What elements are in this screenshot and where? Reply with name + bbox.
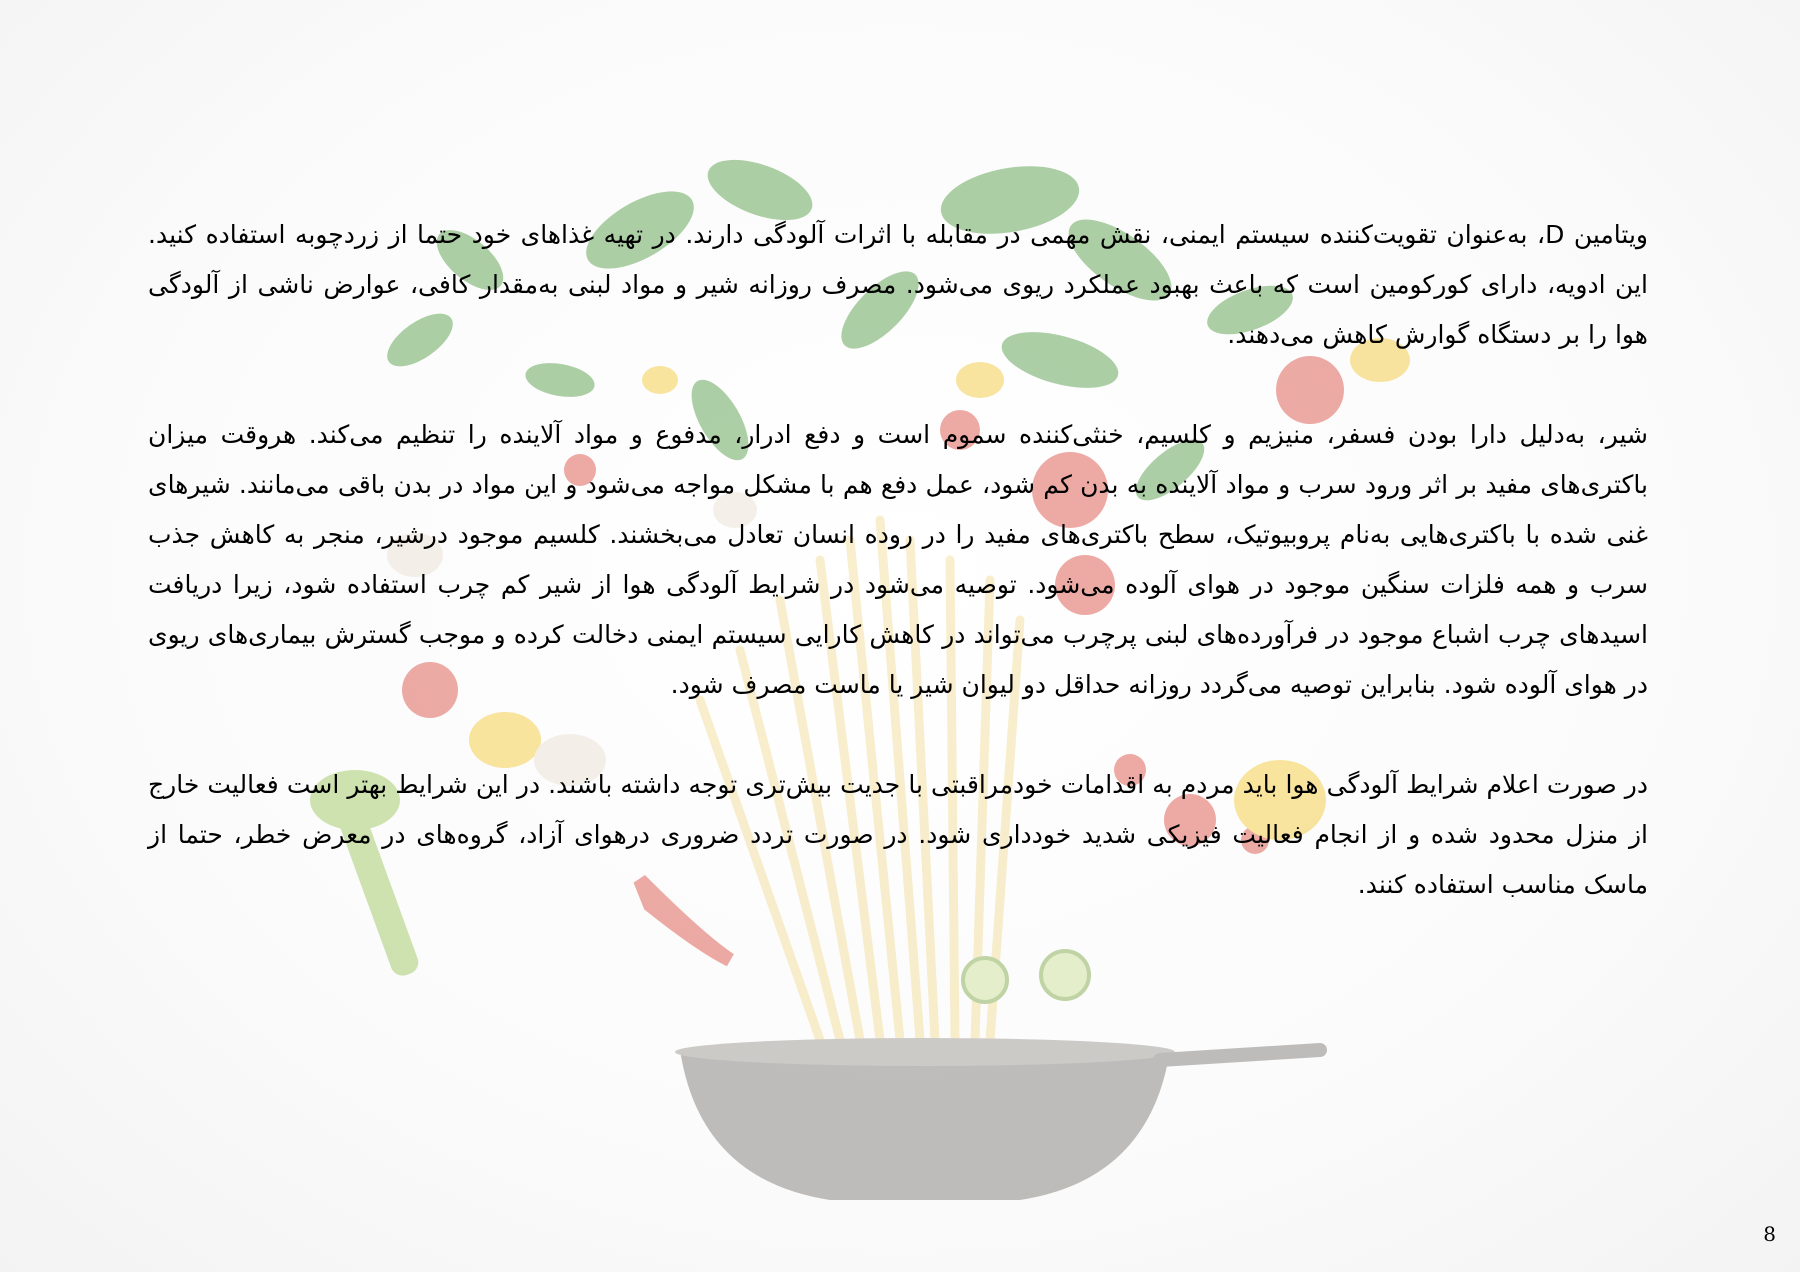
paragraph-vitamin-d: ویتامین D، به‌عنوان تقویت‌کننده سیستم ایمنی، نقش مهمی در مقابله با اثرات آلودگی دارند. در تهیه غذاهای خود حتما از زردچوبه استفاده کنید. این ادویه، دارای کورکومین است که باعث بهبود عملکرد ریوی می‌شود. مصرف روزانه شیر و مواد لبنی به‌مقدار کافی، عوارض ناشی از آلودگی هوا را بر دستگاه گوارش کاهش می‌دهند. <box>148 220 1648 349</box>
frying-pan <box>675 1038 1320 1200</box>
paragraph-milk-benefits: شیر، به‌دلیل دارا بودن فسفر، منیزیم و کلسیم، خنثی‌کننده سموم است و دفع ادرار، مدفوع و مواد آلاینده را تنظیم می‌کند. هروقت میزان باکتری‌های مفید بر اثر ورود سرب و مواد آلاینده به بدن کم شود، عمل دفع هم با مشکل مواجه می‌شود و این مواد در بدن باقی می‌مانند. شیرهای غنی شده با باکتری‌هایی به‌نام پروبیوتیک، سطح باکتری‌های مفید را در روده انسان تعادل می‌بخشند. کلسیم موجود درشیر، منجر به کاهش جذب سرب و همه فلزات سنگین موجود در هوای آلوده می‌شود. توصیه می‌شود در شرایط آلودگی هوا از شیر کم چرب استفاده شود، زیرا دریافت اسیدهای چرب اشباع موجود در فرآورده‌های لبنی پرچرب می‌تواند در کاهش کارایی سیستم ایمنی دخالت کرده و موجب گسترش بیماری‌های ریوی در هوای آلوده شود. بنابراین توصیه می‌گردد روزانه حداقل دو لیوان شیر یا ماست مصرف شود. <box>148 420 1648 699</box>
page-number: 8 <box>1763 1222 1776 1246</box>
zucchini-slices <box>963 951 1089 1002</box>
paragraph-air-pollution-advice: در صورت اعلام شرایط آلودگی هوا باید مردم به اقدامات خودمراقبتی با جدیت بیش‌تری توجه داشته باشند. در این شرایط بهتر است فعالیت خارج از منزل محدود شده و از انجام فعالیت فیزیکی شدید خودداری شود. در صورت تردد ضروری درهوای آزاد، گروه‌های در معرض خطر، حتما از ماسک مناسب استفاده کنند. <box>148 770 1648 899</box>
body-text <box>148 210 1648 910</box>
